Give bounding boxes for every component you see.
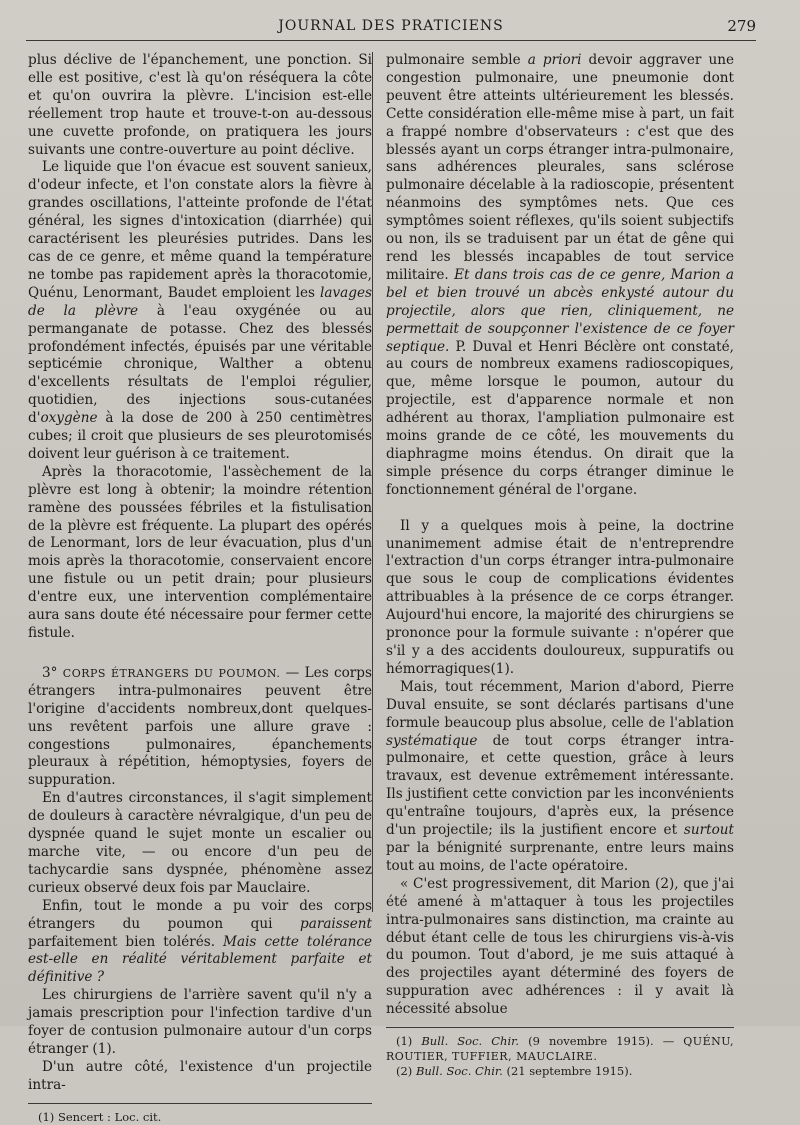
paragraph: Les chirurgiens de l'arrière savent qu'il n'y a jamais prescription pour l'infection tardive d'un foyer de contusion pulmonaire autour d'un corps étranger (1).: [28, 987, 372, 1057]
column-divider: [372, 52, 373, 912]
paragraph: Enfin, tout le monde a pu voir des corps étrangers du poumon qui paraissent parfaitement bien tolérés. Mais cette tolérance est-elle en réalité véritablement parfaite et définitive ?: [28, 897, 372, 986]
left-column: [28, 52, 372, 1125]
paragraph: Le liquide que l'on évacue est souvent sanieux, d'odeur infecte, et l'on constate alors la fièvre à grandes oscillations, l'atteinte profonde de l'état général, les signes d'intoxication (diarrhée) qui caractérisent les pleurésies putrides. Dans les cas de ce genre, et même quand la température ne tombe pas rapidement après la thoracotomie, Quénu, Lenormant, Baudet emploient les lavages de la plèvre à l'eau oxygénée ou au permanganate de potasse. Chez des blessés profondément infectés, épuisés par une véritable septicémie chronique, Walther a obtenu d'excellents résultats de l'emploi régulier, quotidien, des injections sous-cutanées d'oxygène à la dose de 200 à 250 centimètres cubes; il croit que plusieurs de ses pleurotomisés doivent leur guérison à ce traitement.: [28, 159, 372, 462]
footnote: (1) Sencert : Loc. cit.: [38, 1109, 162, 1124]
page-header: [26, 14, 756, 41]
paragraph: D'un autre côté, l'existence d'un projectile intra-: [28, 1058, 372, 1093]
footnote: (1) Bull. Soc. Chir. (9 novembre 1915). — QUÉNU, ROUTIER, TUFFIER, MAUCLAIRE.: [386, 1034, 734, 1064]
paragraph: plus déclive de l'épanchement, une ponction. Si elle est positive, c'est là qu'on réséquera la côte et qu'on ouvrira la plèvre. L'incision est-elle réellement trop haute et trouve-t-on au-dessous une cuvette profonde, on pratiquera les jours suivants une contre-ouverture au point déclive.: [28, 52, 372, 158]
section-heading-paragraph: 3° CORPS ÉTRANGERS DU POUMON. — Les corps étrangers intra-pulmonaires peuvent être l'origine d'accidents nombreux,dont quelques-uns revêtent parfois une allure grave : congestions pulmonaires, épanchements pleuraux à répétition, hémoptysies, foyers de suppuration.: [28, 664, 372, 789]
paragraph: pulmonaire semble a priori devoir aggraver une congestion pulmonaire, une pneumonie dont peuvent être atteints ultérieurement les blessés. Cette considération elle-même mise à part, un fait a frappé nombre d'observateurs : c'est que des blessés ayant un corps étranger intra-pulmonaire, sans adhérences pleurales, sans sclérose pulmonaire décelable à la radioscopie, présentent néanmoins des symptômes nets. Que ces symptômes soient réflexes, qu'ils soient subjectifs ou non, ils se traduisent par un état de gêne qui rend les blessés incapables de tout service militaire. Et dans trois cas de ce genre, Marion a bel et bien trouvé un abcès enkysté autour du projectile, alors que rien, cliniquement, ne permettait de soupçonner l'existence de ce foyer septique. P. Duval et Henri Béclère ont constaté, au cours de nombreux examens radioscopiques, que, même lorsque le poumon, autour du projectile, est d'apparence normale et non adhérent au thorax, l'ampliation pulmonaire est moins grande de ce côté, les mouvements du diaphragme moins étendus. On dirait que la simple présence du corps étranger diminue le fonctionnement général de l'organe.: [386, 52, 735, 498]
running-head: JOURNAL DES PRATICIENS: [278, 18, 504, 34]
paragraph: « C'est progressivement, dit Marion (2), que j'ai été amené à m'attaquer à tous les projectiles intra-pulmonaires sans distinction, ma crainte au début étant celle de tous les chirurgiens vis-à-vis du poumon. Tout d'abord, je me suis attaqué à des projectiles ayant déterminé des foyers de suppuration avec adhérences : il y avait là nécessité absolue: [386, 875, 734, 1018]
right-column: [386, 52, 734, 1079]
footnote-rule: [28, 1103, 372, 1104]
paragraph: En d'autres circonstances, il s'agit simplement de douleurs à caractère névralgique, d'un peu de dyspnée quand le sujet monte un escalier ou marche vite, — ou encore d'un peu de tachycardie sans dyspnée, phénomène assez curieux observé deux fois par Mauclaire.: [28, 790, 372, 896]
page-number: 279: [727, 17, 756, 35]
footnote: (2) Bull. Soc. Chir. (21 septembre 1915).: [396, 1064, 633, 1079]
paragraph: Mais, tout récemment, Marion d'abord, Pierre Duval ensuite, se sont déclarés partisans d'une formule beaucoup plus absolue, celle de l'ablation systématique de tout corps étranger intra-pulmonaire, et cette question, grâce à leurs travaux, est devenue extrêmement intéressante. Ils justifient cette conviction par les inconvénients qu'entraîne toujours, d'après eux, la présence d'un projectile; ils la justifient encore et surtout par la bénignité surprenante, entre leurs mains tout au moins, de l'acte opératoire.: [386, 678, 734, 874]
paragraph: Après la thoracotomie, l'assèchement de la plèvre est long à obtenir; la moindre rétention ramène des poussées fébriles et la fistulisation de la plèvre est fréquente. La plupart des opérés de Lenormant, lors de leur évacuation, plus d'un mois après la thoracotomie, conservaient encore une fistule ou un petit drain; pour plusieurs d'entre eux, une intervention complémentaire aura sans doute été nécessaire pour fermer cette fistule.: [28, 463, 372, 641]
section-title: CORPS ÉTRANGERS DU POUMON.: [62, 666, 281, 680]
paragraph: Il y a quelques mois à peine, la doctrine unanimement admise était de n'entreprendre l'extraction d'un corps étranger intra-pulmonaire que sous le coup de complications évidentes attribuables à la présence de ce corps étranger. Aujourd'hui encore, la majorité des chirurgiens se prononce pour la formule suivante : n'opérer que s'il y a des accidents douloureux, suppuratifs ou hémorragiques(1).: [386, 517, 734, 677]
footnote-rule: [386, 1027, 734, 1028]
